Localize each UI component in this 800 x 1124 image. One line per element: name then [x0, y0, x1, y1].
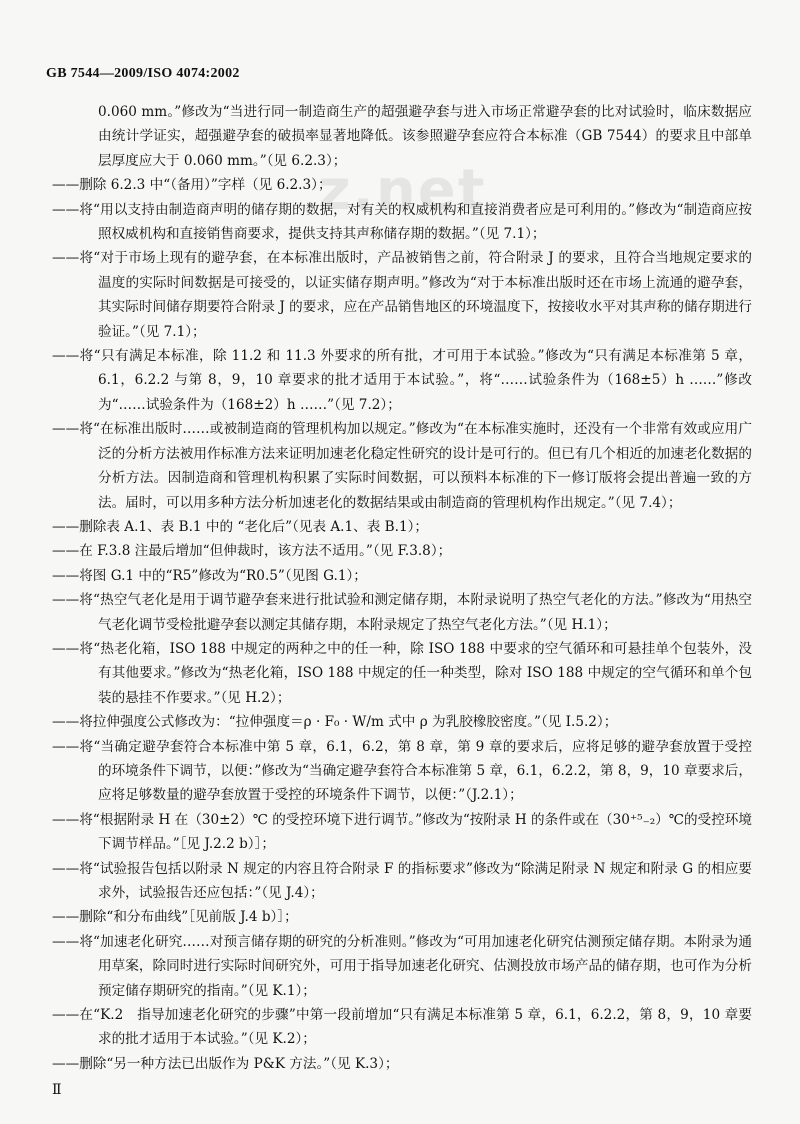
list-item: ——将“当确定避孕套符合本标准中第 5 章，6.1，6.2，第 8 章，第 9 章的要求后，应将足够的避孕套放置于受控的环境条件下调节，以便：”修改为“当确定避孕套符合本标准第 5 章，6.1，6.2.2，第 8，9，10 章要求后，应将足够数量的避孕套放置于受控的环境条件下调节，以便：”（J.2.1）；	[52, 738, 752, 804]
list-item: ——将图 G.1 中的“R5”修改为“R0.5”（见图 G.1）；	[52, 567, 367, 584]
list-item: ——将“在标准出版时……或被制造商的管理机构加以规定。”修改为“在本标准实施时，还没有一个非常有效或应用广泛的分析方法被用作标准方法来证明加速老化稳定性研究的设计是可行的。但已有几个相近的加速老化数据的分析方法。因制造商和管理机构积累了实际时间数据，可以预料本标准的下一修订版将会提出普遍一致的方法。届时，可以用多种方法分析加速老化的数据结果或由制造商的管理机构作出规定。”（见 7.4）；	[52, 421, 752, 511]
paragraph-continuation: 0.060 mm。”修改为“当进行同一制造商生产的超强避孕套与进入市场正常避孕套的比对试验时，临床数据应由统计学证实，超强避孕套的破损率显著地降低。该参照避孕套应符合本标准（GB 7544）的要求且中部单层厚度应大于 0.060 mm。”（见 6.2.3）；	[98, 104, 752, 169]
list-item: ——将“试验报告包括以附录 N 规定的内容且符合附录 F 的指标要求”修改为“除满足附录 N 规定和附录 G 的相应要求外，试验报告还应包括：”（见 J.4）；	[52, 860, 752, 901]
list-item: ——在 F.3.8 注最后增加“但伸裁时，该方法不适用。”（见 F.3.8）；	[52, 543, 452, 560]
document-body	[52, 100, 752, 1076]
list-item: ——将“加速老化研究……对预言储存期的研究的分析准则。”修改为“可用加速老化研究估测预定储存期。本附录为通用草案，除同时进行实际时间研究外，可用于指导加速老化研究、估测投放市场产品的储存期，也可作为分析预定储存期研究的指南。”（见 K.1）；	[52, 933, 752, 999]
standard-header: GB 7544—2009/ISO 4074:2002	[46, 66, 240, 81]
watermark: z.net	[318, 158, 487, 223]
list-item: ——删除“另一种方法已出版作为 P&K 方法。”（见 K.3）；	[52, 1055, 399, 1072]
page-number: Ⅱ	[52, 1083, 62, 1098]
list-item: ——将“热老化箱，ISO 188 中规定的两种之中的任一种，除 ISO 188 中要求的空气循环和可悬挂单个包装外，没有其他要求。”修改为“热老化箱，ISO 188 中规定的任一种类型，除对 ISO 188 中规定的空气循环和单个包装的悬挂不作要求。”（见 H.2）；	[52, 640, 752, 706]
list-item: ——将“用以支持由制造商声明的储存期的数据，对有关的权威机构和直接消费者应是可利用的。”修改为“制造商应按照权威机构和直接销售商要求，提供支持其声称储存期的数据。”（见 7.1）；	[52, 201, 752, 243]
list-item: ——将“热空气老化是用于调节避孕套来进行批试验和测定储存期，本附录说明了热空气老化的方法。”修改为“用热空气老化调节受检批避孕套以测定其储存期，本附录规定了热空气老化方法。”（见 H.1）；	[52, 592, 752, 633]
list-item: ——在“K.2 指导加速老化研究的步骤”中第一段前增加“只有满足本标准第 5 章，6.1，6.2.2，第 8，9，10 章要求的批才适用于本试验。”（见 K.2）；	[52, 1007, 752, 1048]
list-item: ——删除 6.2.3 中“（备用）”字样（见 6.2.3）；	[52, 177, 332, 194]
list-item: ——将“根据附录 H 在（30±2）℃ 的受控环境下进行调节。”修改为“按附录 H 的条件或在（30⁺⁵₋₂）℃的受控环境下调节样品。”［见 J.2.2 b）］；	[52, 811, 752, 853]
list-item: ——将“只有满足本标准，除 11.2 和 11.3 外要求的所有批，才可用于本试验。”修改为“只有满足本标准第 5 章，6.1，6.2.2 与第 8，9，10 章要求的批才适用于本试验。”，将“……试验条件为（168±5）h ……”修改为“……试验条件为（168±2）h ……”（见 7.2）；	[52, 348, 752, 413]
list-item: ——删除“和分布曲线”［见前版 J.4 b）］；	[52, 909, 298, 926]
list-item: ——删除表 A.1、表 B.1 中的 “老化后”（见表 A.1、表 B.1）；	[52, 518, 428, 535]
list-item: ——将拉伸强度公式修改为：“拉伸强度＝ρ · F₀ · W/m 式中 ρ 为乳胶橡胶密度。”（见 I.5.2）；	[52, 714, 618, 731]
list-item: ——将“对于市场上现有的避孕套，在本标准出版时，产品被销售之前，符合附录 J 的要求，且符合当地规定要求的温度的实际时间数据是可接受的，以证实储存期声明。”修改为“对于本标准出版时还在市场上流通的避孕套，其实际时间储存期要符合附录 J 的要求，应在产品销售地区的环境温度下，按接收水平对其声称的储存期进行验证。”（见 7.1）；	[52, 250, 752, 340]
